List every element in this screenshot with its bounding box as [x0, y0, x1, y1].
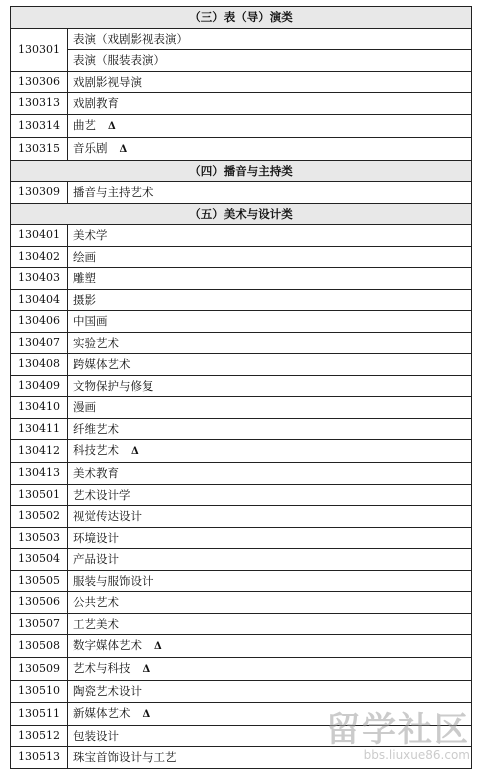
table-body [11, 7, 472, 769]
major-code: 130401 [11, 225, 68, 247]
major-catalog-table [10, 6, 472, 769]
major-name-cell [68, 484, 472, 506]
major-code: 130413 [11, 463, 68, 485]
major-code: 130506 [11, 592, 68, 614]
major-name-cell [68, 375, 472, 397]
major-name: 美术教育 [73, 466, 119, 481]
major-name-cell [68, 592, 472, 614]
major-code: 130314 [11, 114, 68, 137]
table-row [11, 506, 472, 528]
major-code: 130504 [11, 549, 68, 571]
table-row [11, 93, 472, 115]
major-code: 130508 [11, 635, 68, 658]
major-name-cell [68, 463, 472, 485]
table-row [11, 418, 472, 440]
major-name: 陶瓷艺术设计 [73, 684, 142, 699]
table-row [11, 549, 472, 571]
delta-mark: Δ [131, 446, 139, 457]
major-name-cell [68, 93, 472, 115]
major-name-cell [68, 332, 472, 354]
major-name: 艺术设计学 [73, 487, 131, 502]
major-name-cell [68, 246, 472, 268]
table-row [11, 71, 472, 93]
table-row [11, 635, 472, 658]
major-name-cell [68, 397, 472, 419]
section-header-row [11, 160, 472, 182]
table-row [11, 484, 472, 506]
major-name: 跨媒体艺术 [73, 357, 131, 372]
table-row [11, 658, 472, 681]
major-code: 130313 [11, 93, 68, 115]
major-name: 美术学 [73, 228, 108, 243]
major-name-cell [68, 114, 472, 137]
table-row [11, 354, 472, 376]
major-name-cell [68, 527, 472, 549]
major-name: 文物保护与修复 [73, 378, 154, 393]
major-name-cell [68, 311, 472, 333]
major-code: 130411 [11, 418, 68, 440]
table-row [11, 114, 472, 137]
major-name-cell [68, 137, 472, 160]
major-name-cell [68, 268, 472, 290]
delta-mark: Δ [108, 120, 116, 132]
delta-mark: Δ [142, 664, 151, 675]
major-name: 纤维艺术 [73, 421, 119, 436]
major-name: 新媒体艺术 [73, 705, 131, 720]
major-name: 实验艺术 [73, 335, 119, 350]
major-code: 130407 [11, 332, 68, 354]
major-name-cell [68, 635, 472, 658]
major-name: 雕塑 [73, 271, 96, 286]
major-name: 摄影 [73, 292, 96, 307]
table-row [11, 613, 472, 635]
major-name-cell [68, 613, 472, 635]
major-name-cell [68, 549, 472, 571]
table-row [11, 681, 472, 703]
table-row [11, 311, 472, 333]
major-code: 130503 [11, 527, 68, 549]
major-name: 产品设计 [73, 552, 119, 567]
major-code: 130404 [11, 289, 68, 311]
major-name-cell [68, 182, 472, 204]
major-name: 珠宝首饰设计与工艺 [73, 750, 177, 765]
major-code: 130408 [11, 354, 68, 376]
watermark-logo [326, 712, 470, 762]
table-row [11, 246, 472, 268]
section-header-row [11, 203, 472, 225]
major-name-cell [68, 506, 472, 528]
section-title: （五）美术与设计类 [11, 203, 472, 225]
major-name-cell [68, 570, 472, 592]
table-row [11, 225, 472, 247]
major-name: 科技艺术 [73, 443, 119, 457]
major-name: 中国画 [73, 314, 108, 329]
watermark-text: 留学社区 [326, 710, 470, 750]
major-code: 130412 [11, 440, 68, 463]
table-row [11, 182, 472, 204]
major-code: 130403 [11, 268, 68, 290]
major-name: 包装设计 [73, 728, 119, 743]
major-code: 130512 [11, 725, 68, 747]
major-name-cell [68, 28, 472, 50]
major-code: 130513 [11, 747, 68, 769]
section-header-row [11, 7, 472, 29]
major-code: 130511 [11, 702, 68, 725]
table-row [11, 463, 472, 485]
major-name: 绘画 [73, 249, 96, 264]
table-row [11, 570, 472, 592]
table-row [11, 137, 472, 160]
table-row [11, 332, 472, 354]
major-name: 表演（戏剧影视表演） [73, 31, 188, 46]
major-name-cell [68, 418, 472, 440]
major-name-cell [68, 289, 472, 311]
major-code: 130306 [11, 71, 68, 93]
major-code: 130505 [11, 570, 68, 592]
major-code: 130301 [11, 28, 68, 71]
major-name: 服装与服饰设计 [73, 573, 154, 588]
major-code: 130501 [11, 484, 68, 506]
major-name: 数字媒体艺术 [73, 638, 142, 652]
major-code: 130509 [11, 658, 68, 681]
major-name: 曲艺 [73, 117, 96, 132]
major-code: 130315 [11, 137, 68, 160]
major-name: 音乐剧 [73, 140, 108, 155]
major-name: 视觉传达设计 [73, 509, 142, 524]
major-name: 漫画 [73, 400, 96, 415]
table-row [11, 397, 472, 419]
table-row [11, 28, 472, 50]
major-name-cell [68, 681, 472, 703]
major-name: 戏剧影视导演 [73, 74, 142, 89]
table-row [11, 592, 472, 614]
table-row [11, 50, 472, 72]
delta-mark: Δ [119, 143, 128, 155]
major-code: 130309 [11, 182, 68, 204]
major-name: 戏剧教育 [73, 96, 119, 111]
major-code: 130402 [11, 246, 68, 268]
table-row [11, 268, 472, 290]
major-code: 130502 [11, 506, 68, 528]
watermark-url: bbs.liuxue86.com [363, 748, 470, 762]
table-row [11, 527, 472, 549]
major-code: 130409 [11, 375, 68, 397]
section-title: （四）播音与主持类 [11, 160, 472, 182]
major-name: 艺术与科技 [73, 661, 131, 675]
major-name-cell [68, 354, 472, 376]
major-name-cell [68, 225, 472, 247]
major-name-cell [68, 50, 472, 72]
major-code: 130410 [11, 397, 68, 419]
table-row [11, 375, 472, 397]
delta-mark: Δ [142, 708, 151, 720]
major-name: 公共艺术 [73, 595, 119, 610]
major-code: 130406 [11, 311, 68, 333]
major-name-cell [68, 658, 472, 681]
major-name: 环境设计 [73, 530, 119, 545]
major-name: 工艺美术 [73, 616, 119, 631]
section-title: （三）表（导）演类 [11, 7, 472, 29]
table-row [11, 289, 472, 311]
major-code: 130510 [11, 681, 68, 703]
major-name: 表演（服装表演） [73, 53, 165, 68]
table-row [11, 440, 472, 463]
major-code: 130507 [11, 613, 68, 635]
delta-mark: Δ [154, 641, 162, 652]
major-name: 播音与主持艺术 [73, 185, 154, 200]
major-name-cell [68, 71, 472, 93]
major-name-cell [68, 440, 472, 463]
